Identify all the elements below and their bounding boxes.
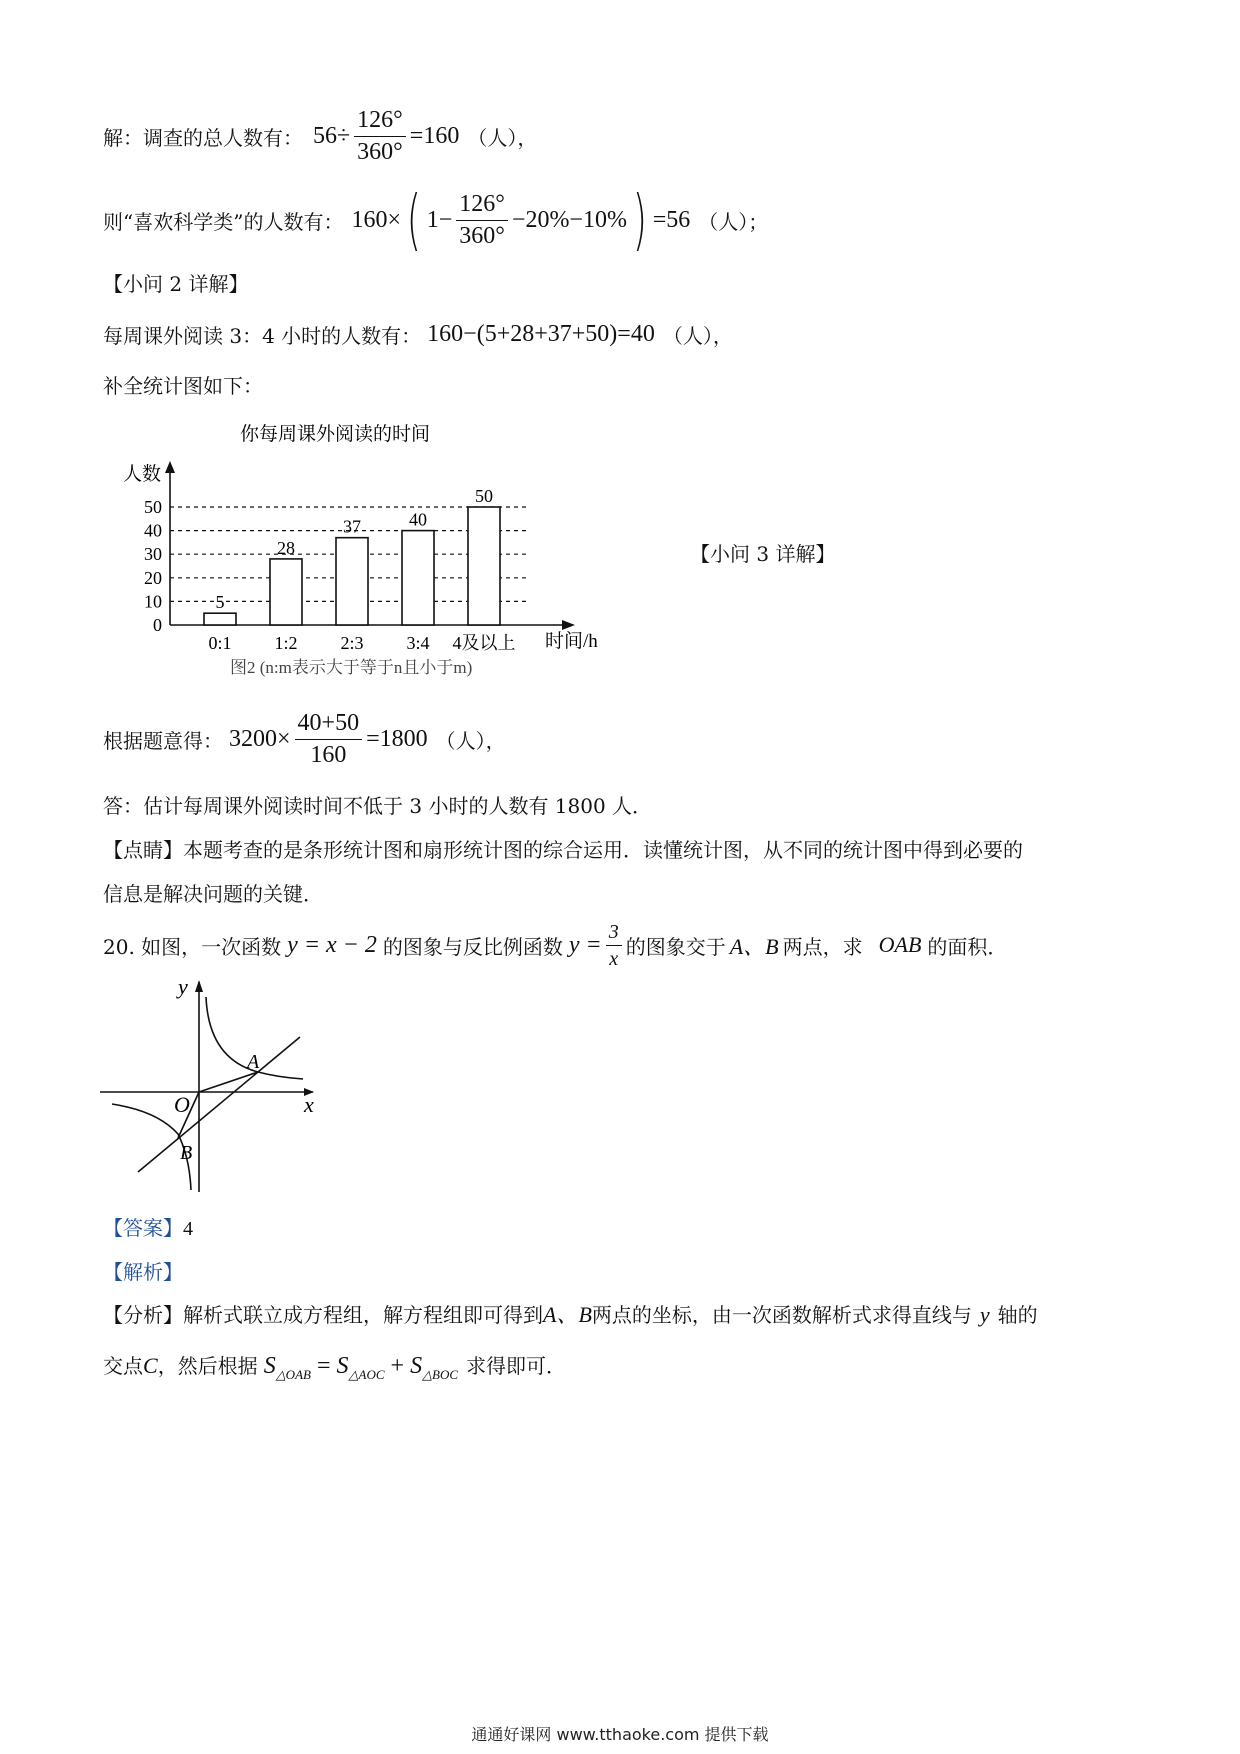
answer-tag: 【答案】 [103, 1216, 183, 1240]
answer-statement: 答：估计每周课外阅读时间不低于 3 小时的人数有 1800 人． [103, 794, 653, 818]
analysis-tag: 【解析】 [103, 1260, 183, 1284]
fenxi-text: 求得即可． [466, 1354, 567, 1378]
bar-value-label: 40 [409, 509, 427, 530]
points-label: A、B [543, 1302, 592, 1327]
question-number: 20. 如图，一次函数 [103, 934, 282, 959]
fraction-numerator: 3 [606, 921, 622, 946]
fenxi-line1 [103, 1298, 1038, 1329]
unit-text: （人）， [467, 125, 538, 150]
math-result: =1800 [366, 725, 428, 752]
fraction-denominator: 360° [357, 138, 403, 165]
question-20 [103, 920, 1007, 970]
y-tick-label: 50 [144, 497, 162, 517]
equals-sign: = [310, 1353, 337, 1379]
chart-ylabel: 人数 [123, 464, 162, 485]
unit-text: （人）， [662, 323, 733, 348]
bar-value-label: 5 [215, 592, 225, 613]
dianjing-text: 本题考查的是条形统计图和扇形统计图的综合运用．读懂统计图，从不同的统计图中得到必要的 [183, 838, 1023, 862]
area-symbol: S [410, 1353, 423, 1379]
answer-line [103, 1212, 193, 1241]
inverse-function: y = [568, 931, 602, 958]
math-expr: −20%−10% [511, 206, 627, 233]
plus-sign: + [384, 1353, 411, 1379]
fraction-denominator: 160 [310, 741, 347, 768]
fenxi-text: 两点的坐标，由一次函数解析式求得直线与 [591, 1303, 972, 1327]
x-tick-label: 2:3 [340, 633, 364, 653]
bar [468, 507, 500, 625]
chart-title: 你每周课外阅读的时间 [239, 424, 431, 445]
question-text: 的面积． [927, 934, 1008, 959]
section-heading-3: 【小问 3 详解】 [690, 542, 836, 566]
bar-value-label: 50 [475, 486, 493, 506]
y-axis-arrow [195, 980, 203, 992]
right-paren: ) [632, 181, 647, 258]
solution-line-3to4 [103, 316, 733, 352]
chart-xlabel: 时间/h [545, 631, 598, 652]
fraction-denominator: x [609, 947, 619, 970]
fraction-numerator: 40+50 [295, 710, 363, 739]
x-axis-arrow [562, 620, 575, 630]
unit-text: （人）； [698, 209, 769, 234]
math-expr: 160−(5+28+37+50)=40 [427, 320, 655, 347]
line-y-x-2 [138, 1037, 300, 1172]
point-b-label: B [180, 1142, 193, 1164]
left-paren: ( [406, 181, 421, 258]
y-tick-label: 20 [144, 567, 162, 588]
fenxi-text: ，然后根据 [157, 1354, 258, 1378]
math-expr: 3200× [229, 725, 291, 752]
area-subscript: △BOC [422, 1367, 459, 1382]
area-subscript: △AOC [348, 1367, 385, 1382]
math-expr: 160× [351, 206, 401, 233]
fenxi-line2 [103, 1350, 566, 1383]
y-tick-label: 0 [153, 615, 162, 635]
fraction [606, 921, 622, 970]
dianjing-tag: 【点睛】 [103, 838, 183, 862]
solution-line-science [103, 182, 768, 258]
y-tick-label: 40 [144, 520, 162, 541]
fraction [456, 191, 508, 249]
y-axis-label: y [178, 974, 188, 999]
bar [336, 538, 368, 625]
solution-label: 则“喜欢科学类”的人数有： [103, 209, 344, 234]
section-heading-2: 【小问 2 详解】 [103, 272, 249, 296]
point-c: C [143, 1353, 158, 1378]
solution-line-total [103, 104, 537, 168]
fraction [354, 107, 406, 165]
fraction-denominator: 360° [459, 222, 505, 249]
bar [402, 531, 434, 625]
solution-label: 解：调查的总人数有： [103, 125, 303, 150]
linear-function: y = x − 2 [287, 931, 377, 958]
math-expr: 56÷ [313, 122, 351, 149]
y-tick-label: 10 [144, 591, 162, 612]
y-tick-label: 30 [144, 544, 162, 565]
x-tick-label: 3:4 [406, 633, 430, 653]
bar-value-label: 37 [343, 516, 361, 537]
math-expr: 1− [426, 206, 453, 233]
dianjing-line1 [103, 834, 1023, 863]
unit-text: （人）， [435, 728, 506, 753]
footer-credit: 通通好课网 www.tthaoke.com 提供下载 [471, 1725, 769, 1744]
math-result: =160 [409, 122, 460, 149]
x-tick-label: 4及以上 [452, 633, 516, 653]
fenxi-text: 解析式联立成方程组，解方程组即可得到 [183, 1303, 543, 1327]
bar [270, 559, 302, 625]
bar-value-label: 28 [277, 537, 295, 558]
fraction-numerator: 126° [456, 191, 508, 220]
fraction [295, 710, 363, 768]
question-text: 的图象交于 [625, 934, 726, 959]
fenxi-text: 交点 [103, 1354, 143, 1378]
area-symbol: S [336, 1353, 349, 1379]
solution-line-estimate [103, 706, 506, 772]
axis-name: y [979, 1302, 990, 1327]
x-axis-label: x [304, 1092, 314, 1117]
math-result: =56 [652, 206, 691, 233]
question-text: 两点，求 [782, 934, 863, 959]
area-subscript: △OAB [275, 1367, 311, 1382]
x-tick-label: 1:2 [274, 633, 298, 653]
area-formula [264, 1353, 458, 1383]
fenxi-text: 轴的 [997, 1303, 1038, 1327]
fraction-numerator: 126° [354, 107, 406, 136]
fenxi-tag: 【分析】 [103, 1303, 183, 1327]
chart-caption: 图2 (n:m表示大于等于n且小于m) [230, 658, 473, 677]
segment-oa [199, 1072, 258, 1092]
function-graph [98, 972, 338, 1202]
origin-label: O [174, 1092, 190, 1117]
x-tick-label: 0:1 [208, 633, 232, 653]
points-label: A、B [729, 933, 779, 959]
solution-label: 每周课外阅读 3：4 小时的人数有： [103, 323, 422, 348]
answer-value: 4 [183, 1218, 193, 1240]
solution-label: 根据题意得： [103, 728, 223, 753]
question-text: 的图象与反比例函数 [382, 934, 563, 959]
bar [204, 613, 236, 625]
chart-intro: 补全统计图如下： [103, 374, 263, 398]
triangle-label: OAB [878, 932, 922, 957]
bar-chart [110, 415, 630, 685]
point-a-label: A [247, 1051, 260, 1073]
dianjing-line2: 信息是解决问题的关键． [103, 882, 323, 906]
y-axis-arrow [165, 461, 175, 473]
area-symbol: S [263, 1353, 276, 1379]
